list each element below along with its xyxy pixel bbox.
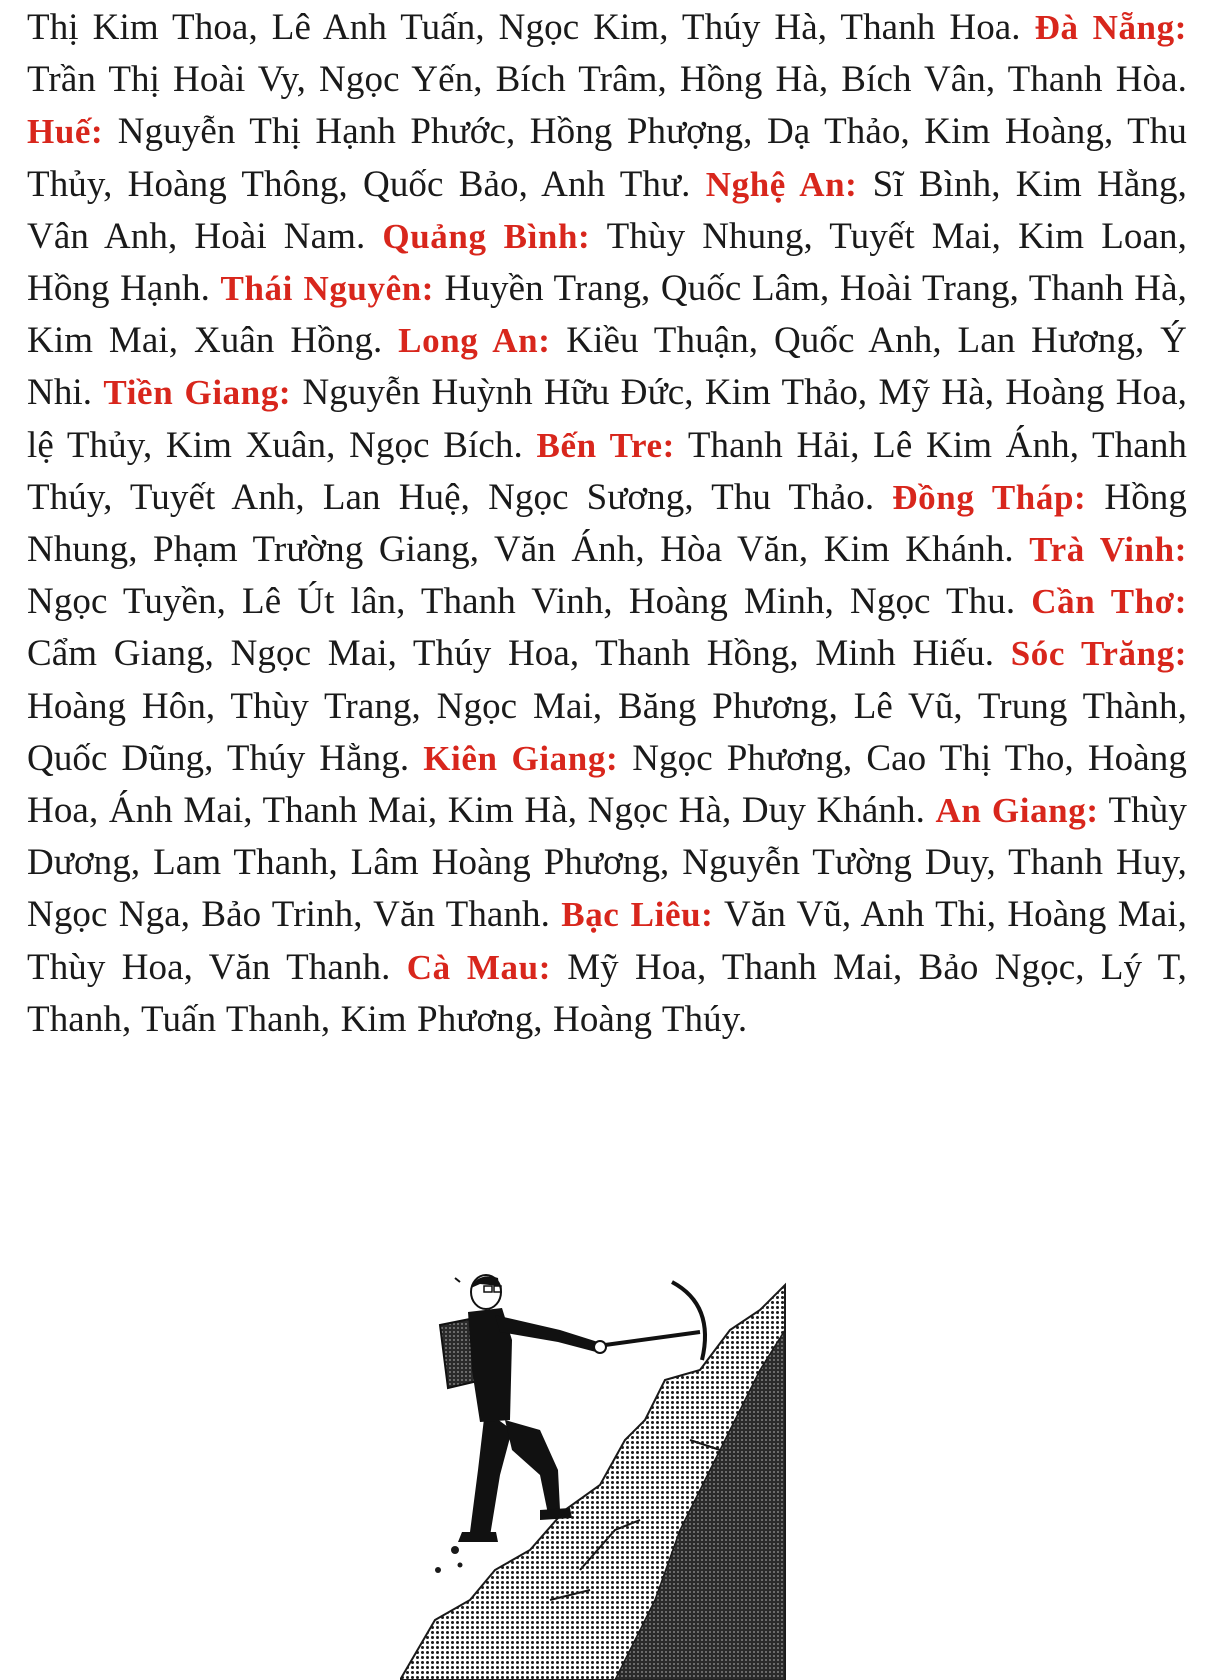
mountain-climber-icon [400, 1270, 850, 1680]
region-names-tra-vinh: Ngọc Tuyền, Lê Út lân, Thanh Vinh, Hoàng Minh, Ngọc Thu. [27, 581, 1016, 623]
region-names-kien-giang: Ngọc Phương, Cao Thị Tho, Hoàng Hoa, Ánh Mai, Thanh Mai, Kim Hà, Ngọc Hà, Duy Khánh. [27, 737, 1187, 832]
region-names-dong-thap: Hồng Nhung, Phạm Trường Giang, Văn Ánh, Hòa Văn, Kim Khánh. [27, 476, 1187, 571]
intro-names: Thị Kim Thoa, Lê Anh Tuấn, Ngọc Kim, Thúy Hà, Thanh Hoa. [27, 7, 1021, 48]
region-names-quang-binh: Thùy Nhung, Tuyết Mai, Kim Loan, Hồng Hạnh. [27, 215, 1187, 310]
climber-legs [470, 1410, 512, 1536]
region-label-ca-mau: Cà Mau: [406, 947, 551, 987]
region-names-nghe-an: Sĩ Bình, Kim Hằng, Vân Anh, Hoài Nam. [27, 163, 1187, 257]
region-label-kien-giang: Kiên Giang: [423, 738, 619, 778]
region-names-ben-tre: Thanh Hải, Lê Kim Ánh, Thanh Thúy, Tuyết Anh, Lan Huệ, Ngọc Sương, Thu Thảo. [27, 424, 1188, 518]
region-label-quang-binh: Quảng Bình: [382, 216, 591, 256]
region-names-long-an: Kiều Thuận, Quốc Anh, Lan Hương, Ý Nhi. [27, 320, 1187, 414]
region-names-bac-lieu: Văn Vũ, Anh Thi, Hoàng Mai, Thùy Hoa, Văn Thanh. [27, 894, 1187, 988]
region-names-da-nang: Trần Thị Hoài Vy, Ngọc Yến, Bích Trâm, Hồng Hà, Bích Vân, Thanh Hòa. [27, 59, 1187, 101]
region-label-tien-giang: Tiền Giang: [103, 373, 292, 413]
region-names-thai-nguyen: Huyền Trang, Quốc Lâm, Hoài Trang, Thanh Hà, Kim Mai, Xuân Hồng. [27, 268, 1187, 362]
region-label-an-giang: An Giang: [935, 791, 1099, 831]
region-label-hue: Huế: [27, 112, 104, 152]
region-names-tien-giang: Nguyễn Huỳnh Hữu Đức, Kim Thảo, Mỹ Hà, Hoàng Hoa, lệ Thủy, Kim Xuân, Ngọc Bích. [27, 372, 1188, 466]
region-label-tra-vinh: Trà Vinh: [1029, 530, 1187, 570]
region-names-soc-trang: Hoàng Hôn, Thùy Trang, Ngọc Mai, Băng Phương, Lê Vũ, Trung Thành, Quốc Dũng, Thúy Hằng. [27, 685, 1187, 779]
region-names-can-tho: Cẩm Giang, Ngọc Mai, Thúy Hoa, Thanh Hồng, Minh Hiếu. [27, 633, 995, 675]
region-names-ca-mau: Mỹ Hoa, Thanh Mai, Bảo Ngọc, Lý T, Thanh, Tuấn Thanh, Kim Phương, Hoàng Thúy. [27, 946, 1187, 1040]
region-label-long-an: Long An: [398, 321, 551, 361]
region-label-dong-thap: Đồng Tháp: [892, 477, 1087, 517]
region-names-an-giang: Thùy Dương, Lam Thanh, Lâm Hoàng Phương, Nguyễn Tường Duy, Thanh Huy, Ngọc Nga, Bảo Trinh, Văn Thanh. [27, 790, 1187, 936]
region-label-bac-lieu: Bạc Liêu: [561, 895, 714, 935]
region-label-soc-trang: Sóc Trăng: [1010, 634, 1187, 674]
region-label-nghe-an: Nghệ An: [705, 164, 858, 204]
region-label-ben-tre: Bến Tre: [536, 425, 675, 465]
acknowledgement-list [27, 2, 1187, 1046]
region-names-hue: Nguyễn Thị Hạnh Phước, Hồng Phượng, Dạ Thảo, Kim Hoàng, Thu Thủy, Hoàng Thông, Quốc Bảo, Anh Thư. [27, 111, 1187, 205]
region-label-thai-nguyen: Thái Nguyên: [220, 269, 435, 309]
region-label-da-nang: Đà Nẵng: [1034, 8, 1187, 47]
region-label-can-tho: Cần Thơ: [1031, 582, 1187, 622]
